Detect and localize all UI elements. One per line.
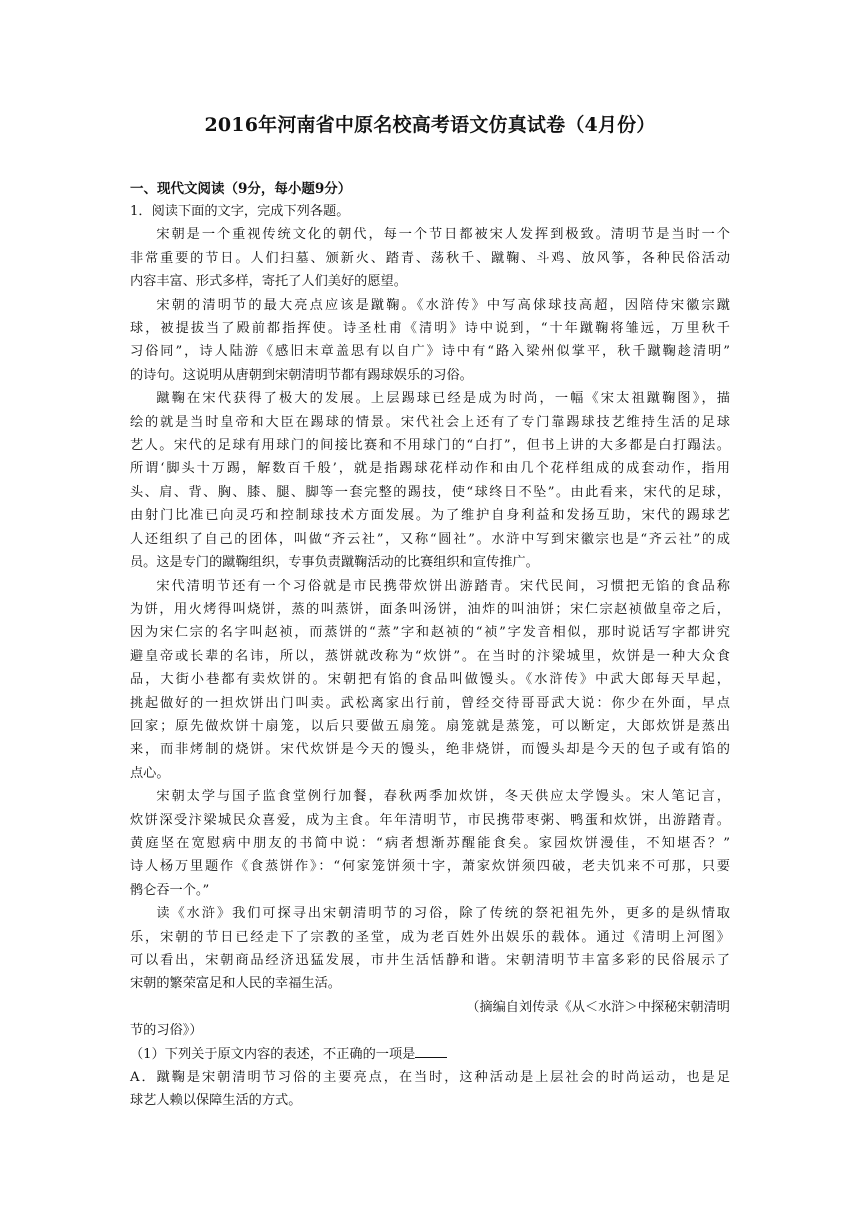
passage-line: 球，被提拔当了殿前都指挥使。诗圣杜甫《清明》诗中说到，“十年蹴鞠将雏远，万里秋千 (130, 321, 730, 337)
passage-line: 回家；原先做炊饼十扇笼，以后只要做五扇笼。扇笼就是蒸笼，可以断定，大郎炊饼是蒸出 (130, 718, 730, 734)
passage-line: 宋朝的繁荣富足和人民的幸福生活。 (130, 976, 341, 992)
source-citation-continued: 节的习俗》） (130, 1023, 203, 1039)
passage-line: 可以看出，宋朝商品经济迅猛发展，市井生活恬静和谐。宋朝清明节丰富多彩的民俗展示了 (130, 953, 730, 968)
passage-line: 黄庭坚在宽慰病中朋友的书简中说：“病者想渐苏醒能食矣。家园炊饼漫佳，不知堪否？” (130, 835, 730, 851)
option-line: 球艺人赖以保障生活的方式。 (130, 1093, 302, 1109)
passage-line: 头、肩、背、胸、膝、腿、脚等一套完整的踢技，使“球终日不坠”。由此看来，宋代的足球， (130, 484, 730, 500)
passage-line: 员。这是专门的蹴鞠组织，专事负责蹴鞠活动的比赛组织和宣传推广。 (130, 555, 539, 571)
passage-line: 来，而非烤制的烧饼。宋代炊饼是今天的馒头，绝非烧饼，而馒头却是今天的包子或有馅的 (130, 742, 730, 758)
passage-line: 的诗句。这说明从唐朝到宋朝清明节都有踢球娱乐的习俗。 (130, 367, 473, 383)
passage-paragraph-1 (130, 223, 730, 293)
question-stem-text: （1）下列关于原文内容的表述，不正确的一项是 (130, 1046, 416, 1062)
passage-paragraph-6 (130, 902, 730, 996)
passage-paragraph-5 (130, 785, 730, 902)
passage-paragraph-4 (130, 575, 730, 786)
passage-line: 人还组织了自己的团体，叫做“齐云社”，又称“圆社”。水浒中写到宋徽宗也是“齐云社”的成 (130, 531, 730, 547)
passage-paragraph-3 (130, 387, 730, 574)
passage-line: 所谓‘脚头十万踢，解数百千般’，就是指踢球花样动作和由几个花样组成的成套动作，指用 (130, 461, 730, 477)
answer-blank (415, 1043, 447, 1058)
passage-line: 蹴鞠在宋代获得了极大的发展。上层踢球已经是成为时尚，一幅《宋太祖蹴鞠图》，描 (156, 391, 730, 407)
passage-line: 读《水浒》我们可探寻出宋朝清明节的习俗，除了传统的祭祀祖先外，更多的是纵情取 (156, 906, 730, 922)
passage-line: 习俗同”，诗人陆游《感旧末章盖思有以自广》诗中有“路入梁州似掌平，秋千蹴鞠趁清明” (130, 344, 730, 360)
passage-line: 非常重要的节日。人们扫墓、颁新火、踏青、荡秋千、蹴鞠、斗鸡、放风筝，各种民俗活动 (130, 250, 730, 266)
passage-line: 由射门比准已向灵巧和控制球技术方面发展。为了维护自身利益和发扬互助，宋代的踢球艺 (130, 508, 730, 524)
passage-line: 避皇帝或长辈的名讳，所以，蒸饼就改称为“炊饼”。在当时的汴梁城里，炊饼是一种大众食 (130, 648, 730, 664)
passage-line: 炊饼深受汴梁城民众喜爱，成为主食。年年清明节，市民携带枣粥、鸭蛋和炊饼，出游踏青。 (130, 812, 730, 828)
passage-line: 点心。 (130, 765, 170, 781)
passage-line: 诗人杨万里题作《食蒸饼作》：“何家笼饼须十字，萧家炊饼须四破，老夫饥来不可那，只要 (130, 859, 730, 875)
question-stem (130, 1043, 730, 1066)
passage-line: 宋代清明节还有一个习俗就是市民携带炊饼出游踏青。宋代民间，习惯把无馅的食品称 (156, 578, 730, 594)
source-citation: （摘编自刘传录《从＜水浒＞中探秘宋朝清明 (466, 999, 730, 1015)
option-line: A．蹴鞠是宋朝清明节习俗的主要亮点，在当时，这种活动是上层社会的时尚运动，也是足 (130, 1070, 730, 1086)
passage-line: 绘的就是当时皇帝和大臣在踢球的情景。宋代社会上还有了专门靠踢球技艺维持生活的足球 (130, 414, 730, 430)
section-heading: 一、现代文阅读（9分，每小题9分） (130, 181, 352, 197)
passage-line: 内容丰富、形式多样，寄托了人们美好的愿望。 (130, 274, 407, 290)
passage-line: 宋朝的清明节的最大亮点应该是蹴鞠。《水浒传》中写高俅球技高超，因陪侍宋徽宗蹴 (156, 297, 730, 313)
passage-line: 宋朝太学与国子监食堂例行加餐，春秋两季加炊饼，冬天供应太学馒头。宋人笔记言， (156, 789, 730, 805)
passage-line: 乐，宋朝的节日已经走下了宗教的圣堂，成为老百姓外出娱乐的载体。通过《清明上河图》 (130, 929, 730, 945)
passage-line: 品，大街小巷都有卖炊饼的。宋朝把有馅的食品叫做馒头。《水浒传》中武大郎每天早起， (130, 672, 730, 688)
option-a (130, 1066, 730, 1113)
question-intro: 1．阅读下面的文字，完成下列各题。 (130, 204, 350, 219)
passage-line: 艺人。宋代的足球有用球门的间接比赛和不用球门的“白打”，但书上讲的大多都是白打蹋法。 (130, 438, 730, 454)
passage-line: 为饼，用火烤得叫烧饼，蒸的叫蒸饼，面条叫汤饼，油炸的叫油饼；宋仁宗赵祯做皇帝之后， (130, 601, 730, 617)
passage-line: 因为宋仁宗的名字叫赵祯，而蒸饼的“蒸”字和赵祯的“祯”字发音相似，那时说话写字都讲究 (130, 625, 730, 641)
exam-title: 2016年河南省中原名校高考语文仿真试卷（4月份） (204, 114, 656, 136)
passage-line: 宋朝是一个重视传统文化的朝代，每一个节日都被宋人发挥到极致。清明节是当时一个 (156, 227, 730, 243)
passage-line: 挑起做好的一担炊饼出门叫卖。武松离家出行前，曾经交待哥哥武大说：你少在外面，早点 (130, 695, 730, 711)
passage-line: 鹘仑吞一个。” (130, 882, 210, 898)
passage-paragraph-2 (130, 294, 730, 388)
document-page (130, 112, 730, 1113)
